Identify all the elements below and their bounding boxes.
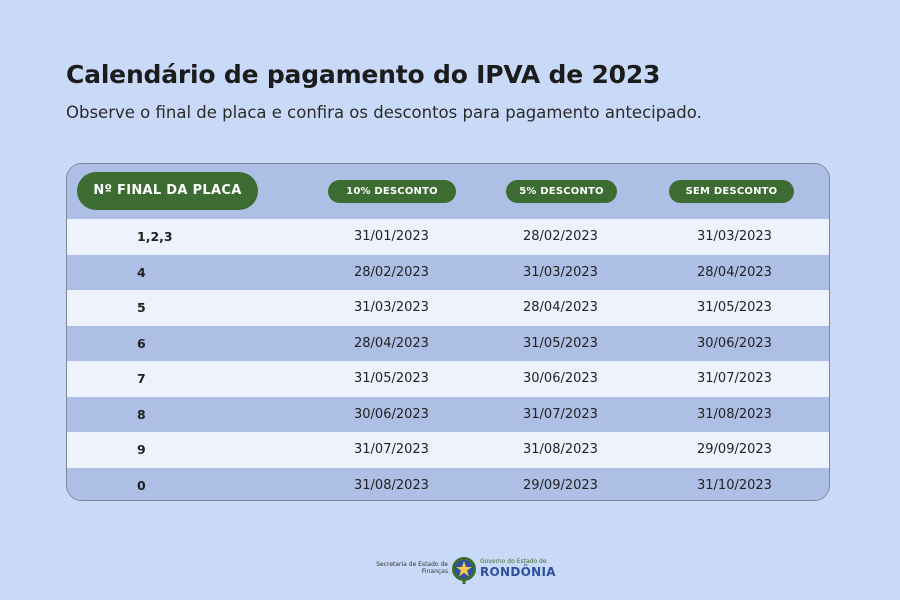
date-10-cell: 31/07/2023 [354, 442, 429, 457]
date-10-cell: 31/05/2023 [354, 371, 429, 386]
date-5-cell: 31/05/2023 [523, 335, 598, 351]
page-title: Calendário de pagamento do IPVA de 2023 [66, 60, 661, 89]
plate-cell: 7 [137, 371, 146, 386]
date-0-cell: 28/04/2023 [697, 264, 772, 280]
date-0-cell: 29/09/2023 [697, 442, 772, 457]
footer-logos [370, 552, 556, 588]
plate-cell: 9 [137, 442, 146, 457]
gov-label: Governo do Estado de [480, 558, 547, 565]
table-row [67, 397, 829, 433]
table-row [67, 255, 829, 291]
sefin-line-2: Finanças [421, 568, 448, 575]
date-0-cell: 31/07/2023 [697, 371, 772, 386]
date-0-cell: 31/03/2023 [697, 229, 772, 244]
sefin-line-1: Secretaria de Estado de [376, 561, 448, 568]
state-crest-icon [450, 554, 478, 584]
header-10-discount: 10% DESCONTO [328, 180, 456, 203]
sefin-logo-text [370, 561, 448, 575]
date-5-cell: 30/06/2023 [523, 371, 598, 386]
date-10-cell: 30/06/2023 [354, 406, 429, 422]
date-10-cell: 28/04/2023 [354, 335, 429, 351]
page-subtitle: Observe o final de placa e confira os descontos para pagamento antecipado. [66, 103, 702, 122]
table-header [67, 164, 829, 219]
date-5-cell: 28/02/2023 [523, 229, 598, 244]
date-10-cell: 31/03/2023 [354, 300, 429, 315]
date-0-cell: 31/08/2023 [697, 406, 772, 422]
date-0-cell: 31/05/2023 [697, 300, 772, 315]
payment-calendar-table [66, 163, 830, 501]
date-5-cell: 29/09/2023 [523, 477, 598, 493]
table-row [67, 468, 829, 502]
date-10-cell: 28/02/2023 [354, 264, 429, 280]
plate-cell: 1,2,3 [137, 229, 173, 244]
table-row [67, 219, 829, 255]
plate-cell: 5 [137, 300, 146, 315]
date-10-cell: 31/01/2023 [354, 229, 429, 244]
date-0-cell: 30/06/2023 [697, 335, 772, 351]
header-5-discount: 5% DESCONTO [506, 180, 617, 203]
date-5-cell: 28/04/2023 [523, 300, 598, 315]
date-5-cell: 31/08/2023 [523, 442, 598, 457]
plate-cell: 8 [137, 406, 146, 422]
date-5-cell: 31/03/2023 [523, 264, 598, 280]
plate-cell: 6 [137, 335, 146, 351]
date-0-cell: 31/10/2023 [697, 477, 772, 493]
table-row [67, 326, 829, 362]
date-10-cell: 31/08/2023 [354, 477, 429, 493]
header-plate-ending: Nº FINAL DA PLACA [77, 172, 258, 210]
header-no-discount: SEM DESCONTO [669, 180, 794, 203]
table-row [67, 361, 829, 397]
table-row [67, 290, 829, 326]
plate-cell: 4 [137, 264, 146, 280]
plate-cell: 0 [137, 477, 146, 493]
date-5-cell: 31/07/2023 [523, 406, 598, 422]
table-row [67, 432, 829, 468]
gov-state-name: RONDÔNIA [480, 565, 556, 579]
